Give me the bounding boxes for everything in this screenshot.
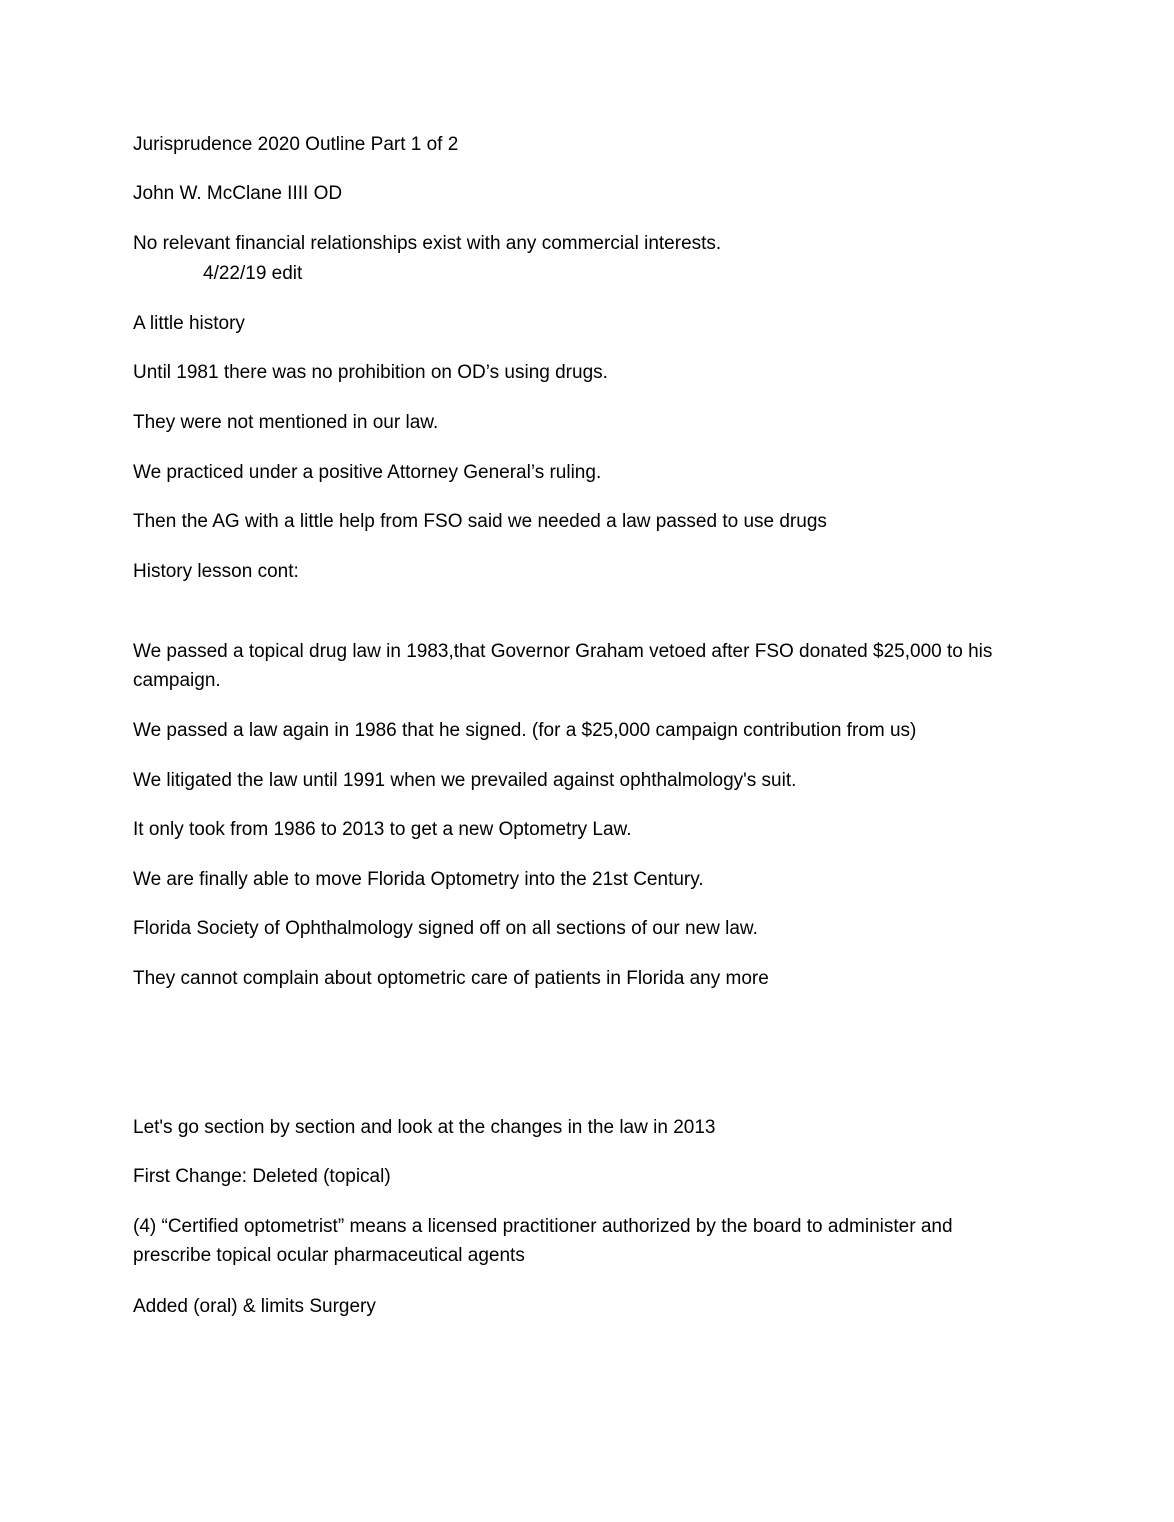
paragraph: They cannot complain about optometric care of patients in Florida any more (133, 968, 769, 989)
document-title: Jurisprudence 2020 Outline Part 1 of 2 (133, 134, 459, 155)
paragraph: They were not mentioned in our law. (133, 412, 439, 433)
paragraph: A little history (133, 313, 245, 334)
edit-date: 4/22/19 edit (203, 263, 303, 284)
paragraph: We practiced under a positive Attorney General’s ruling. (133, 462, 602, 483)
paragraph: It only took from 1986 to 2013 to get a new Optometry Law. (133, 819, 632, 840)
paragraph: We passed a topical drug law in 1983,that Governor Graham vetoed after FSO donated $25,000 to his campaign. (133, 641, 993, 691)
paragraph: History lesson cont: (133, 561, 299, 582)
paragraph: Florida Society of Ophthalmology signed off on all sections of our new law. (133, 918, 758, 939)
paragraph: Then the AG with a little help from FSO said we needed a law passed to use drugs (133, 511, 827, 532)
paragraph: We passed a law again in 1986 that he signed. (for a $25,000 campaign contribution from us) (133, 720, 917, 741)
paragraph: We litigated the law until 1991 when we prevailed against ophthalmology's suit. (133, 770, 797, 791)
paragraph: Until 1981 there was no prohibition on OD’s using drugs. (133, 362, 608, 383)
paragraph: Let's go section by section and look at the changes in the law in 2013 (133, 1117, 716, 1138)
disclosure-statement: No relevant financial relationships exist with any commercial interests. (133, 233, 722, 254)
paragraph: We are finally able to move Florida Optometry into the 21st Century. (133, 869, 704, 890)
paragraph: (4) “Certified optometrist” means a licensed practitioner authorized by the board to administer and prescribe topical ocular pharmaceutical agents (133, 1216, 953, 1266)
paragraph: First Change: Deleted (topical) (133, 1166, 391, 1187)
author-line: John W. McClane IIII OD (133, 183, 343, 204)
paragraph: Added (oral) & limits Surgery (133, 1296, 376, 1317)
